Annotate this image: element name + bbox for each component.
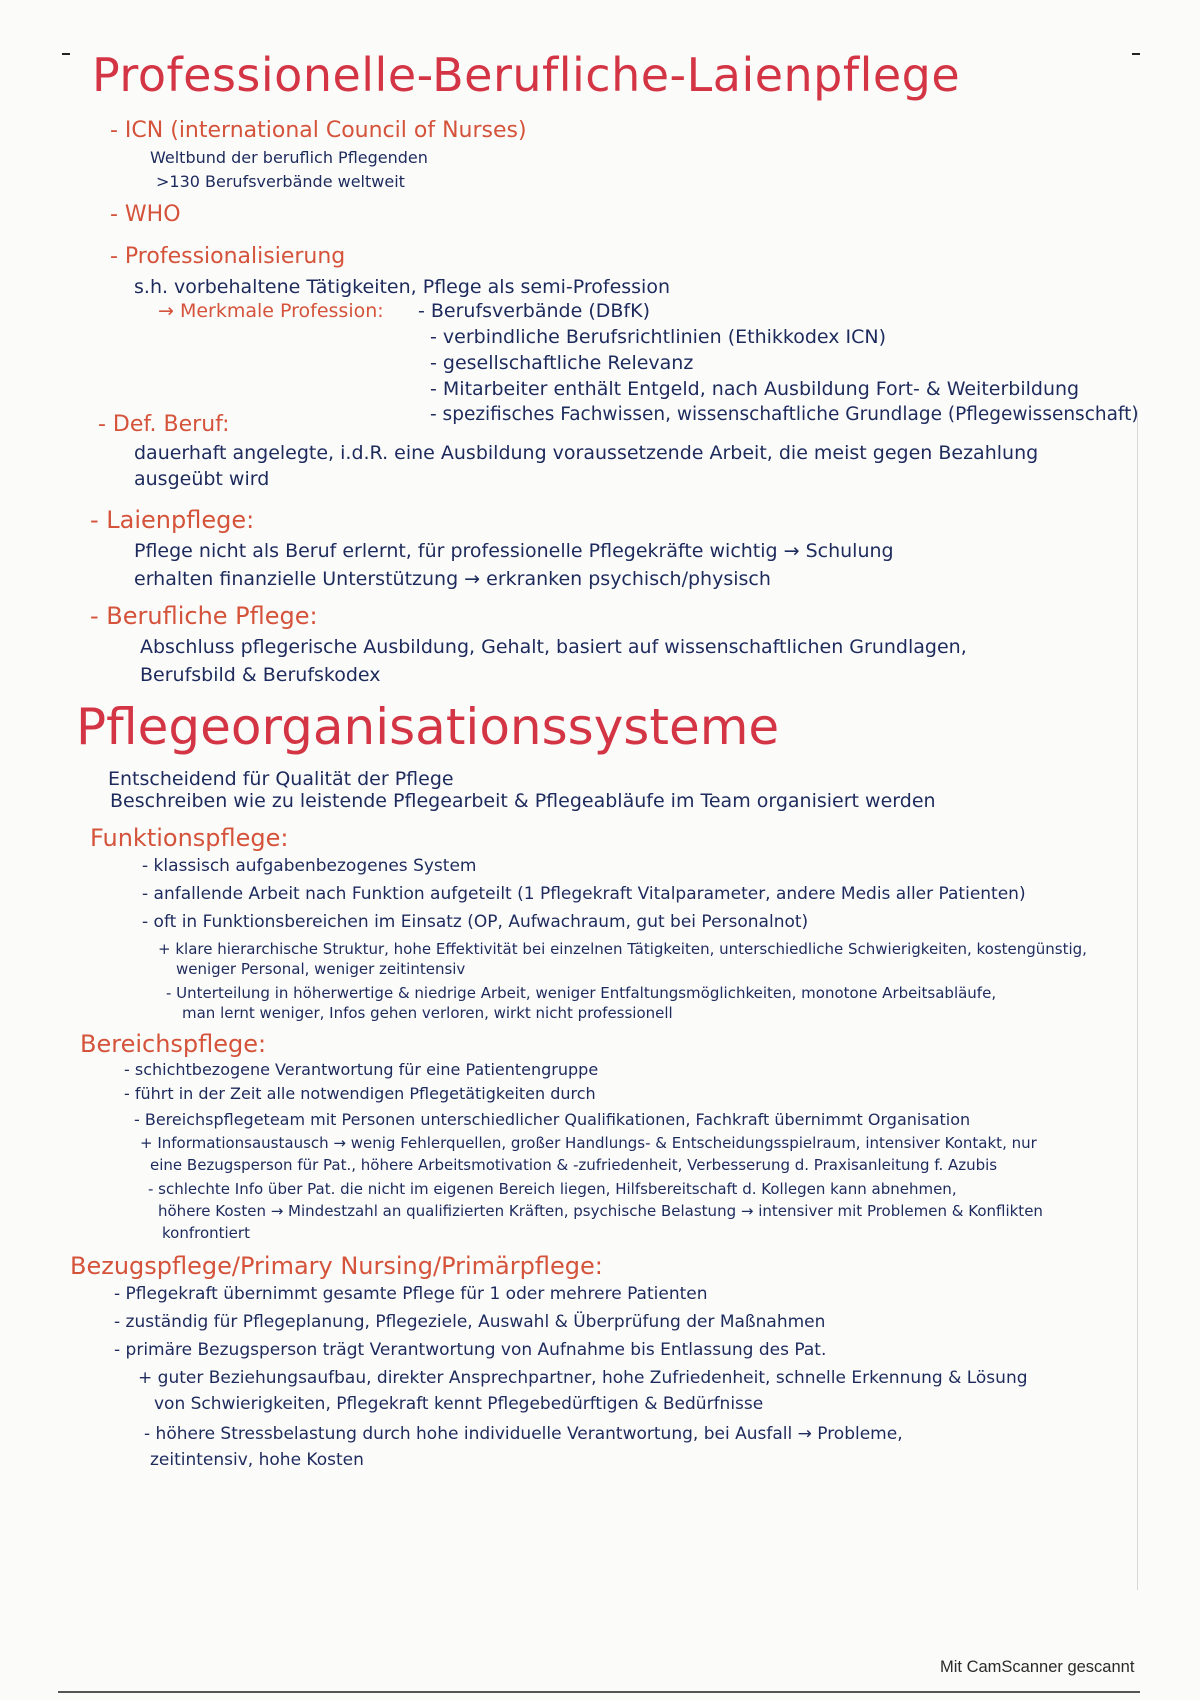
merkmal-item: - spezifisches Fachwissen, wissenschaftliche Grundlage (Pflegewissenschaft): [430, 404, 1139, 425]
merkmal-item: - Mitarbeiter enthält Entgeld, nach Ausbildung Fort- & Weiterbildung: [430, 378, 1080, 400]
funktion-line: - klassisch aufgabenbezogenes System: [142, 856, 477, 876]
beruf-heading: - Def. Beruf:: [98, 412, 230, 437]
edge-mark-left: [62, 53, 70, 55]
intro-line-1: Entscheidend für Qualität der Pflege: [108, 768, 454, 790]
funktion-contra: - Unterteilung in höherwertige & niedrige Arbeit, weniger Entfaltungsmöglichkeiten, monotone Arbeitsabläufe,: [166, 984, 997, 1002]
bereich-contra: - schlechte Info über Pat. die nicht im eigenen Bereich liegen, Hilfsbereitschaft d. Kollegen kann abnehmen,: [148, 1180, 957, 1198]
bezugspflege-heading: Bezugspflege/Primary Nursing/Primärpflege:: [70, 1252, 603, 1280]
bezug-pro: + guter Beziehungsaufbau, direkter Ansprechpartner, hohe Zufriedenheit, schnelle Erkennung & Lösung: [138, 1368, 1028, 1388]
bereich-pro-cont: eine Bezugsperson für Pat., höhere Arbeitsmotivation & -zufriedenheit, Verbesserung d. Praxisanleitung f. Azubis: [150, 1156, 998, 1174]
beruf-line-2: ausgeübt wird: [134, 468, 270, 490]
bezug-line: - primäre Bezugsperson trägt Verantwortung von Aufnahme bis Entlassung des Pat.: [114, 1340, 827, 1360]
bezug-line: - Pflegekraft übernimmt gesamte Pflege für 1 oder mehrere Patienten: [114, 1284, 708, 1304]
bezug-contra-cont: zeitintensiv, hohe Kosten: [150, 1450, 364, 1470]
edge-mark-right: [1132, 53, 1140, 55]
who-heading: - WHO: [110, 202, 181, 227]
section-title-pflegeorganisation: Pflegeorganisationssysteme: [76, 698, 780, 756]
merkmal-item: - Berufsverbände (DBfK): [418, 300, 650, 322]
funktion-contra-cont: man lernt weniger, Infos gehen verloren, wirkt nicht professionell: [182, 1004, 673, 1022]
merkmal-item: - verbindliche Berufsrichtlinien (Ethikkodex ICN): [430, 326, 887, 348]
bottom-rule: [58, 1691, 1140, 1693]
icn-heading: - ICN (international Council of Nurses): [110, 118, 527, 143]
funktionspflege-heading: Funktionspflege:: [90, 824, 289, 852]
beruflich-line-2: Berufsbild & Berufskodex: [140, 664, 381, 686]
bezug-line: - zuständig für Pflegeplanung, Pflegeziele, Auswahl & Überprüfung der Maßnahmen: [114, 1312, 826, 1332]
scanner-watermark-text: Mit CamScanner gescannt: [940, 1658, 1135, 1676]
prof-line-1: s.h. vorbehaltene Tätigkeiten, Pflege als semi-Profession: [134, 276, 670, 298]
beruflich-heading: - Berufliche Pflege:: [90, 602, 318, 630]
beruf-line-1: dauerhaft angelegte, i.d.R. eine Ausbildung voraussetzende Arbeit, die meist gegen Bezahlung: [134, 442, 1039, 464]
icn-line-1: Weltbund der beruflich Pflegenden: [150, 148, 428, 167]
laien-heading: - Laienpflege:: [90, 506, 255, 534]
merkmal-item: - gesellschaftliche Relevanz: [430, 352, 694, 374]
margin-line: [1137, 410, 1138, 1590]
bereich-line: - Bereichspflegeteam mit Personen unterschiedlicher Qualifikationen, Fachkraft übernimmt Organisation: [134, 1110, 971, 1129]
funktion-line: - oft in Funktionsbereichen im Einsatz (OP, Aufwachraum, gut bei Personalnot): [142, 912, 809, 932]
laien-line-1: Pflege nicht als Beruf erlernt, für professionelle Pflegekräfte wichtig → Schulung: [134, 540, 894, 562]
bereich-contra-cont: höhere Kosten → Mindestzahl an qualifizierten Kräften, psychische Belastung → intensiver mit Problemen & Konflikten: [158, 1202, 1043, 1220]
icn-line-2: >130 Berufsverbände weltweit: [156, 172, 405, 191]
funktion-pro: + klare hierarchische Struktur, hohe Effektivität bei einzelnen Tätigkeiten, unterschiedliche Schwierigkeiten, kostengünstig,: [158, 940, 1087, 958]
bereich-contra-cont: konfrontiert: [162, 1224, 250, 1242]
bereich-line: - führt in der Zeit alle notwendigen Pflegetätigkeiten durch: [124, 1084, 596, 1103]
funktion-pro-cont: weniger Personal, weniger zeitintensiv: [176, 960, 466, 978]
page-title: Professionelle-Berufliche-Laienpflege: [92, 48, 961, 102]
merkmale-label: → Merkmale Profession:: [158, 300, 384, 322]
beruflich-line-1: Abschluss pflegerische Ausbildung, Gehalt, basiert auf wissenschaftlichen Grundlagen,: [140, 636, 967, 658]
bereich-pro: + Informationsaustausch → wenig Fehlerquellen, großer Handlungs- & Entscheidungsspielraum, intensiver Kontakt, nur: [140, 1134, 1037, 1152]
funktion-line: - anfallende Arbeit nach Funktion aufgeteilt (1 Pflegekraft Vitalparameter, andere Medis aller Patienten): [142, 884, 1026, 904]
bereich-line: - schichtbezogene Verantwortung für eine Patientengruppe: [124, 1060, 599, 1079]
laien-line-2: erhalten finanzielle Unterstützung → erkranken psychisch/physisch: [134, 568, 771, 590]
bezug-contra: - höhere Stressbelastung durch hohe individuelle Verantwortung, bei Ausfall → Probleme,: [144, 1424, 903, 1444]
prof-heading: - Professionalisierung: [110, 244, 346, 269]
intro-line-2: Beschreiben wie zu leistende Pflegearbeit & Pflegeabläufe im Team organisiert werden: [110, 790, 936, 812]
bereichspflege-heading: Bereichspflege:: [80, 1030, 267, 1058]
bezug-pro-cont: von Schwierigkeiten, Pflegekraft kennt Pflegebedürftigen & Bedürfnisse: [154, 1394, 764, 1414]
